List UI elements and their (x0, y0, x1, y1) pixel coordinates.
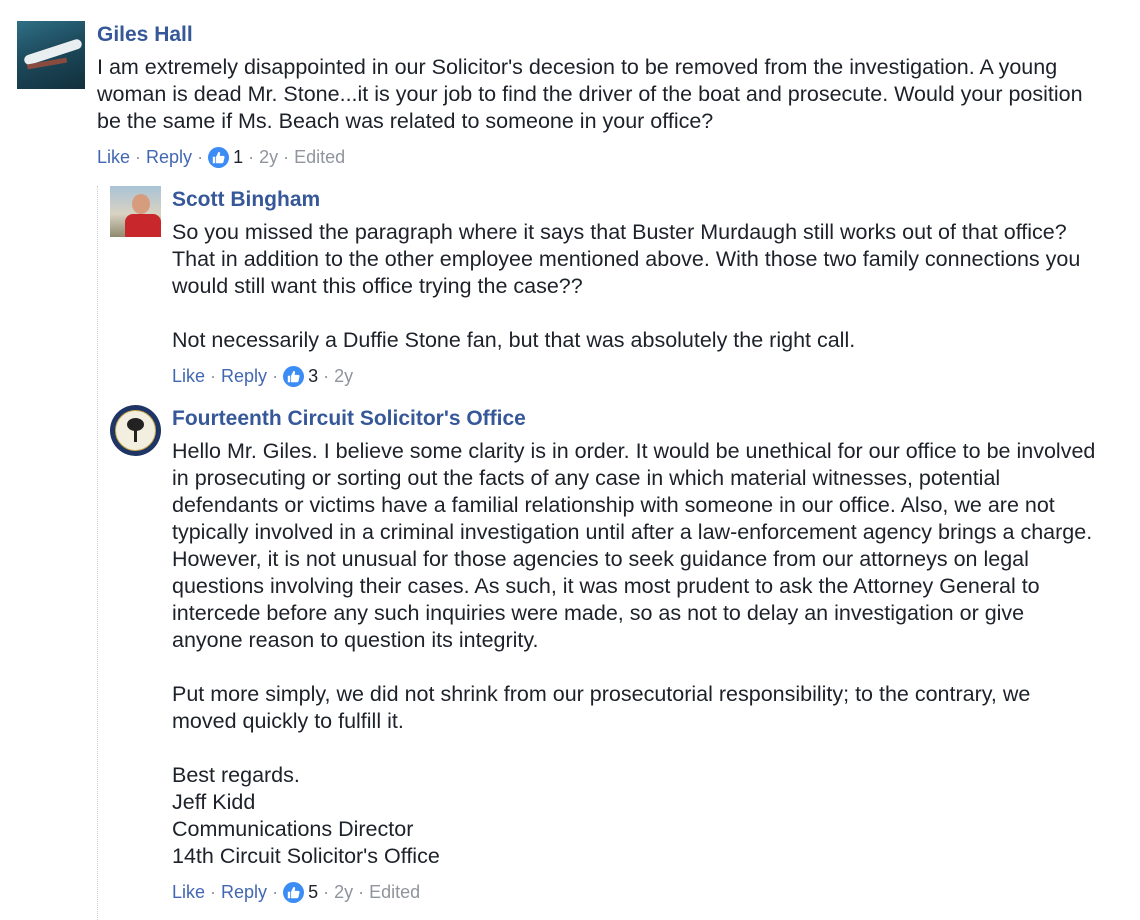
comment-text-line: Jeff Kidd (172, 790, 256, 814)
separator: · (272, 882, 279, 902)
comment-text-line (172, 654, 1095, 681)
like-link[interactable]: Like (172, 366, 206, 386)
separator: · (323, 366, 330, 386)
separator: · (210, 882, 217, 902)
comment-text-line: questions involving their cases. As such, it was most prudent to ask the Attorney General to (172, 574, 1040, 598)
avatar-solicitor-seal[interactable] (110, 405, 161, 456)
reply-link[interactable]: Reply (221, 366, 268, 386)
comment-text-line: anyone reason to question its integrity. (172, 628, 539, 652)
comment-text-line: However, it is not unusual for those agencies to seek guidance from our attorneys on legal (172, 547, 1029, 571)
separator: · (210, 366, 217, 386)
separator: · (323, 882, 330, 902)
reply-link[interactable]: Reply (221, 882, 268, 902)
like-link[interactable]: Like (172, 882, 206, 902)
separator: · (248, 147, 255, 167)
reaction-count[interactable]: 1 (233, 147, 244, 167)
timestamp[interactable]: 2y (334, 882, 354, 902)
separator: · (358, 882, 365, 902)
comment-author[interactable]: Giles Hall (97, 23, 193, 46)
comment-text-line: in prosecuting or sorting out the facts of any case in which material witnesses, potential (172, 466, 1001, 490)
comment-author[interactable]: Fourteenth Circuit Solicitor's Office (172, 407, 526, 430)
comment-text-line: would still want this office trying the case?? (172, 274, 583, 298)
comment-text-line: So you missed the paragraph where it says that Buster Murdaugh still works out of that office? (172, 220, 1067, 244)
comment-text-line: Best regards. (172, 763, 300, 787)
comment-text-line: typically involved in a criminal investigation until after a law-enforcement agency brings a charge. (172, 520, 1093, 544)
avatar-scott-bingham[interactable] (110, 186, 161, 237)
comment-text-line (172, 735, 1095, 762)
reply-link[interactable]: Reply (146, 147, 193, 167)
avatar-giles-hall[interactable] (17, 21, 85, 89)
comment-body (172, 438, 1095, 870)
comment-text-line: That in addition to the other employee mentioned above. With those two family connections you (172, 247, 1081, 271)
like-reaction-icon[interactable] (283, 366, 304, 387)
comment-text-line: Hello Mr. Giles. I believe some clarity is in order. It would be unethical for our office to be involved (172, 439, 1096, 463)
comment-text-line: be the same if Ms. Beach was related to someone in your office? (97, 109, 714, 133)
comment-text-line (172, 300, 1080, 327)
comment-actions (172, 879, 420, 905)
like-reaction-icon[interactable] (283, 882, 304, 903)
edited-label[interactable]: Edited (294, 147, 346, 167)
comment-text-line: I am extremely disappointed in our Solicitor's decesion to be removed from the investigation. A young (97, 55, 1058, 79)
comment-text-line: defendants or victims have a familial relationship with someone in our office. Also, we are not (172, 493, 1055, 517)
separator: · (272, 366, 279, 386)
comment-body (97, 54, 1083, 135)
like-link[interactable]: Like (97, 147, 131, 167)
like-reaction-icon[interactable] (208, 147, 229, 168)
comment-text-line: intercede before any such inquiries were made, so as not to delay an investigation or give (172, 601, 1025, 625)
comment-text-line: Put more simply, we did not shrink from our prosecutorial responsibility; to the contrary, we (172, 682, 1031, 706)
separator: · (197, 147, 204, 167)
comment-actions (97, 144, 345, 170)
comment-body (172, 219, 1080, 354)
comment-text-line: woman is dead Mr. Stone...it is your job to find the driver of the boat and prosecute. Would your position (97, 82, 1083, 106)
comment-actions (172, 363, 353, 389)
separator: · (135, 147, 142, 167)
comment-text-line: moved quickly to fulfill it. (172, 709, 404, 733)
reaction-count[interactable]: 3 (308, 366, 319, 386)
comment-text-line: Not necessarily a Duffie Stone fan, but that was absolutely the right call. (172, 328, 856, 352)
comment-text-line: Communications Director (172, 817, 414, 841)
comment-text-line: 14th Circuit Solicitor's Office (172, 844, 440, 868)
timestamp[interactable]: 2y (334, 366, 354, 386)
edited-label[interactable]: Edited (369, 882, 421, 902)
reply-thread-line (97, 186, 98, 920)
comment-author[interactable]: Scott Bingham (172, 188, 321, 211)
timestamp[interactable]: 2y (259, 147, 279, 167)
separator: · (283, 147, 290, 167)
reaction-count[interactable]: 5 (308, 882, 319, 902)
